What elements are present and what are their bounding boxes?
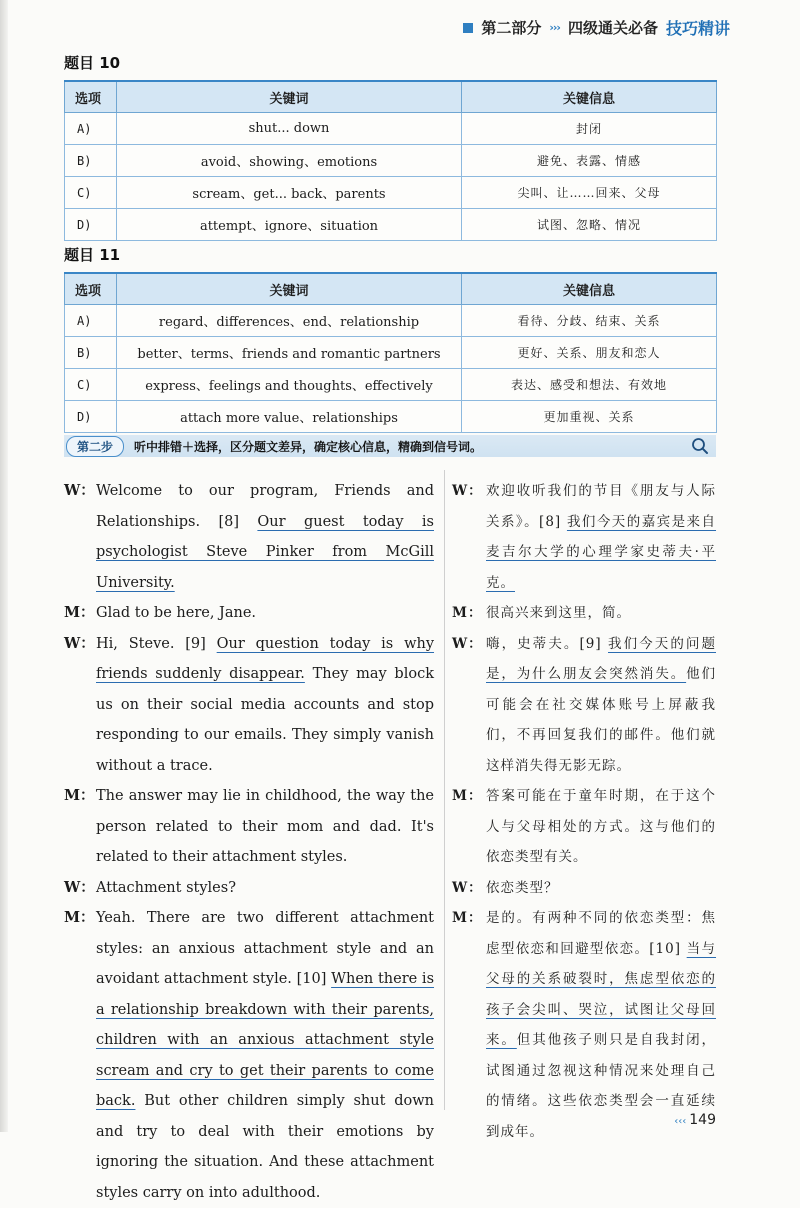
dialogue-turn (452, 598, 716, 629)
option-cell: A) (65, 113, 117, 145)
step-instruction: 听中排错＋选择，区分题文差异，确定核心信息，精确到信号词。 (134, 439, 483, 454)
option-cell: A) (65, 305, 117, 337)
utterance-text: But other children simply shut down and try to deal with their emotions by ignoring the situation. And these attachment styles carry on into adulthood. (96, 1093, 434, 1201)
utterance-text: 他们可能会在社交媒体账号上屏蔽我们，不再回复我们的邮件。他们就这样消失得无影无踪。 (486, 666, 717, 774)
option-cell: C) (65, 177, 117, 209)
dialogue-turn (452, 629, 716, 782)
speaker-label: W： (64, 482, 95, 499)
table-row (65, 369, 717, 401)
key-info-cell: 试图、忽略、情况 (462, 209, 717, 241)
keywords-cell: regard、differences、end、relationship (117, 305, 462, 337)
q11-title: 题目 11 (64, 246, 121, 264)
page-number-value: 149 (689, 1112, 716, 1128)
keywords-cell: attach more value、relationships (117, 401, 462, 433)
key-info-cell: 表达、感受和想法、有效地 (462, 369, 717, 401)
table-row (65, 305, 717, 337)
dialogue-turn (64, 476, 434, 598)
utterance-text: 是的。有两种不同的依恋类型：焦虑型依恋和回避型依恋。[10] (486, 910, 716, 957)
option-cell: D) (65, 209, 117, 241)
utterance-text: 欢迎收听我们的节目《朋友与人际关系》。[8] (486, 483, 716, 530)
key-info-cell: 看待、分歧、结束、关系 (462, 305, 717, 337)
option-cell: D) (65, 401, 117, 433)
dialogue-turn (452, 476, 716, 598)
chinese-translation (452, 476, 716, 1147)
keywords-cell: attempt、ignore、situation (117, 209, 462, 241)
key-info-cell: 更加重视、关系 (462, 401, 717, 433)
square-icon (463, 23, 473, 33)
header-arrows: ››› (549, 21, 560, 34)
key-sentence: 当与父母的关系破裂时，焦虑型依恋的孩子会尖叫、哭泣，试图让父母回来。 (486, 940, 717, 1048)
english-transcript (64, 476, 434, 1208)
speaker-label: W： (64, 634, 95, 652)
key-sentence: Our guest today is psychologist Steve Pinker from McGill University. (96, 513, 434, 591)
key-info-cell: 更好、关系、朋友和恋人 (462, 337, 717, 369)
utterance-text: The answer may lie in childhood, the way the person related to their mom and dad. It's related to their attachment styles. (96, 788, 434, 865)
table-row (65, 113, 717, 145)
option-cell: B) (65, 337, 117, 369)
utterance (96, 629, 434, 782)
utterance-text: Hi, Steve. [9] (96, 635, 217, 652)
key-sentence: When there is a relationship breakdown with their parents, children with an anxious attachment style scream and cry to get their parents to come back. (96, 971, 435, 1109)
header-section: 四级通关必备 (567, 19, 658, 37)
utterance (486, 903, 716, 1147)
table-row (65, 209, 717, 241)
search-icon (690, 436, 710, 456)
utterance-text: 答案可能在于童年时期，在于这个人与父母相处的方式。这与他们的依恋类型有关。 (486, 788, 716, 865)
page-number (674, 1112, 716, 1128)
dialogue-turn (452, 903, 716, 1147)
speaker-label: W： (452, 635, 483, 652)
header-part: 第二部分 (481, 19, 542, 37)
running-header (463, 16, 730, 39)
table-header-row (65, 81, 717, 113)
utterance-text: They may block us on their social media accounts and stop responding to our emails. They simply vanish without a trace. (96, 666, 434, 774)
header-keywords: 关键词 (117, 273, 462, 305)
dialogue-turn (64, 873, 434, 904)
page-spine (0, 0, 8, 1132)
q11-table (64, 272, 717, 433)
utterance (486, 476, 716, 598)
column-divider (444, 470, 445, 1110)
utterance-text: 依恋类型？ (486, 879, 559, 896)
speaker-label: W： (64, 878, 95, 896)
dialogue-turn (64, 781, 434, 873)
dialogue-turn (452, 781, 716, 873)
q10-table (64, 80, 717, 241)
header-section-accent: 技巧精讲 (665, 19, 730, 38)
speaker-label: M： (64, 604, 95, 621)
option-cell: C) (65, 369, 117, 401)
utterance-text: Yeah. There are two different attachment styles: an anxious attachment style and an avoidant attachment style. [10] (96, 910, 434, 987)
utterance-text: Welcome to our program, Friends and Relationships. [8] (96, 483, 434, 530)
utterance (96, 476, 434, 598)
keywords-cell: express、feelings and thoughts、effectively (117, 369, 462, 401)
utterance (486, 629, 716, 782)
utterance-text: 嗨，史蒂夫。[9] (486, 635, 608, 652)
speaker-label: M： (452, 788, 483, 804)
dialogue-turn (64, 903, 434, 1208)
q10-title: 题目 10 (64, 54, 121, 72)
dialogue-turn (64, 629, 434, 782)
speaker-label: M： (452, 605, 483, 621)
table-row (65, 177, 717, 209)
speaker-label: M： (64, 787, 95, 804)
speaker-label: M： (64, 909, 95, 926)
table-header-row (65, 273, 717, 305)
option-cell: B) (65, 145, 117, 177)
utterance-text: 但其他孩子则只是自我封闭，试图通过忽视这种情况来处理自己的情绪。这些依恋类型会一直延续到成年。 (486, 1032, 717, 1140)
step-tag: 第二步 (66, 436, 124, 457)
dialogue-turn (452, 873, 716, 904)
keywords-cell: shut... down (117, 113, 462, 145)
speaker-label: M： (452, 910, 483, 926)
utterance-text: 很高兴来到这里，简。 (486, 605, 631, 621)
key-sentence: 我们今天的问题是，为什么朋友会突然消失。 (486, 635, 716, 682)
keywords-cell: avoid、showing、emotions (117, 145, 462, 177)
header-keywords: 关键词 (117, 81, 462, 113)
dialogue-turn (64, 598, 434, 629)
keywords-cell: better、terms、friends and romantic partners (117, 337, 462, 369)
table-row (65, 145, 717, 177)
speaker-label: W： (452, 483, 483, 499)
key-info-cell: 尖叫、让……回来、父母 (462, 177, 717, 209)
key-sentence: 我们今天的嘉宾是来自麦吉尔大学的心理学家史蒂夫·平克。 (486, 513, 717, 591)
header-option: 选项 (65, 81, 117, 113)
keywords-cell: scream、get... back、parents (117, 177, 462, 209)
speaker-label: W： (452, 879, 483, 896)
table-row (65, 401, 717, 433)
header-key-info: 关键信息 (462, 81, 717, 113)
header-key-info: 关键信息 (462, 273, 717, 305)
utterance-text: Glad to be here, Jane. (96, 605, 257, 621)
key-info-cell: 封闭 (462, 113, 717, 145)
header-option: 选项 (65, 273, 117, 305)
page-arrows: ‹‹‹ (674, 1116, 687, 1127)
table-row (65, 337, 717, 369)
utterance-text: Attachment styles? (96, 879, 236, 896)
step-banner (64, 435, 716, 457)
key-info-cell: 避免、表露、情感 (462, 145, 717, 177)
utterance (96, 903, 434, 1208)
key-sentence: Our question today is why friends suddenly disappear. (96, 635, 435, 682)
